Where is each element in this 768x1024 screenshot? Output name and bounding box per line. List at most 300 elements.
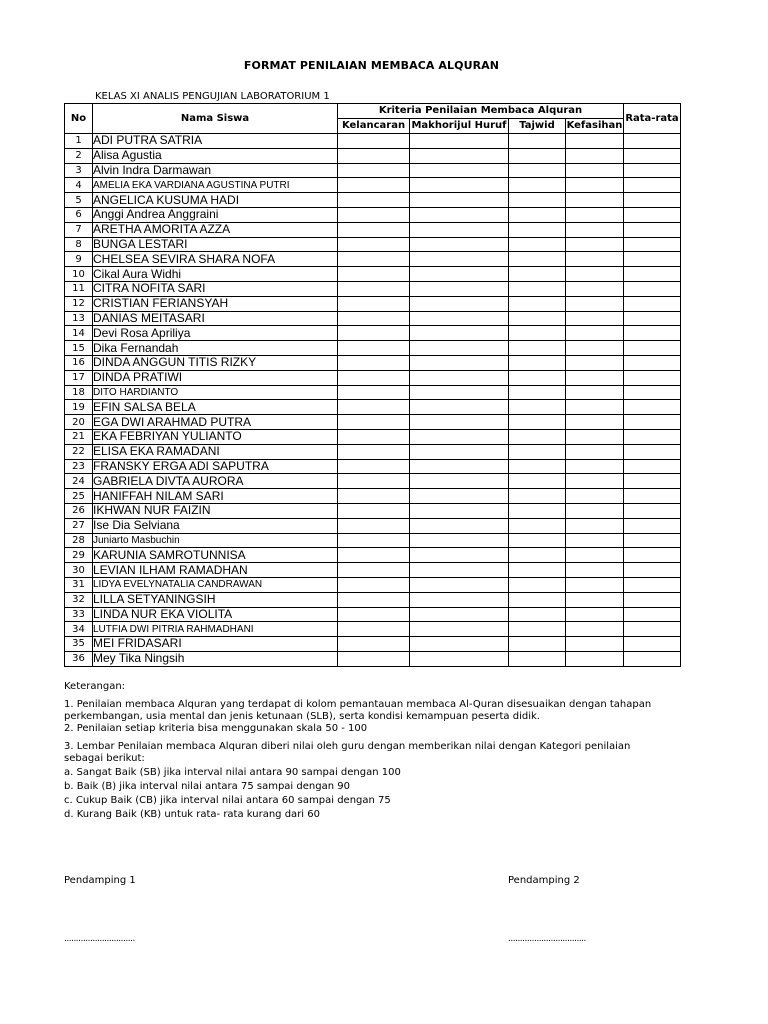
kefasihan-cell[interactable]	[566, 489, 624, 504]
kelancaran-cell[interactable]	[338, 400, 410, 415]
table-row	[65, 311, 681, 326]
kefasihan-cell[interactable]	[566, 429, 624, 444]
row-number: 8	[65, 237, 93, 252]
row-number: 32	[65, 592, 93, 607]
kelancaran-cell[interactable]	[338, 637, 410, 652]
student-name: LEVIAN ILHAM RAMADHAN	[93, 563, 338, 578]
notes-heading: Keterangan:	[64, 681, 126, 692]
makhorijul-huruf-cell[interactable]	[410, 281, 509, 296]
makhorijul-huruf-cell[interactable]	[410, 193, 509, 208]
rata-rata-cell[interactable]	[624, 355, 681, 370]
kefasihan-cell[interactable]	[566, 533, 624, 548]
kefasihan-cell[interactable]	[566, 518, 624, 533]
student-name: MEI FRIDASARI	[93, 637, 338, 652]
makhorijul-huruf-cell[interactable]	[410, 385, 509, 400]
rata-rata-cell[interactable]	[624, 267, 681, 282]
kelancaran-cell[interactable]	[338, 193, 410, 208]
makhorijul-huruf-cell[interactable]	[410, 577, 509, 592]
table-row	[65, 415, 681, 430]
tajwid-cell[interactable]	[509, 592, 566, 607]
student-name: ELISA EKA RAMADANI	[93, 444, 338, 459]
kefasihan-cell[interactable]	[566, 207, 624, 222]
makhorijul-huruf-cell[interactable]	[410, 474, 509, 489]
kefasihan-cell[interactable]	[566, 252, 624, 267]
student-name: LIDYA EVELYNATALIA CANDRAWAN	[93, 577, 338, 592]
kelancaran-cell[interactable]	[338, 489, 410, 504]
rata-rata-cell[interactable]	[624, 193, 681, 208]
header-tajwid: Tajwid	[509, 119, 566, 134]
rata-rata-cell[interactable]	[624, 207, 681, 222]
kefasihan-cell[interactable]	[566, 563, 624, 578]
row-number: 2	[65, 148, 93, 163]
rata-rata-cell[interactable]	[624, 400, 681, 415]
student-name: EFIN SALSA BELA	[93, 400, 338, 415]
makhorijul-huruf-cell[interactable]	[410, 267, 509, 282]
table-row	[65, 400, 681, 415]
tajwid-cell[interactable]	[509, 148, 566, 163]
makhorijul-huruf-cell[interactable]	[410, 207, 509, 222]
kefasihan-cell[interactable]	[566, 326, 624, 341]
makhorijul-huruf-cell[interactable]	[410, 518, 509, 533]
tajwid-cell[interactable]	[509, 637, 566, 652]
table-row	[65, 444, 681, 459]
kelancaran-cell[interactable]	[338, 622, 410, 637]
tajwid-cell[interactable]	[509, 281, 566, 296]
tajwid-cell[interactable]	[509, 237, 566, 252]
makhorijul-huruf-cell[interactable]	[410, 637, 509, 652]
kelancaran-cell[interactable]	[338, 163, 410, 178]
kelancaran-cell[interactable]	[338, 252, 410, 267]
tajwid-cell[interactable]	[509, 548, 566, 563]
kelancaran-cell[interactable]	[338, 563, 410, 578]
tajwid-cell[interactable]	[509, 267, 566, 282]
makhorijul-huruf-cell[interactable]	[410, 311, 509, 326]
note-category-a: a. Sangat Baik (SB) jika interval nilai antara 90 sampai dengan 100	[64, 767, 401, 778]
table-row	[65, 178, 681, 193]
table-row	[65, 326, 681, 341]
tajwid-cell[interactable]	[509, 193, 566, 208]
rata-rata-cell[interactable]	[624, 563, 681, 578]
tajwid-cell[interactable]	[509, 518, 566, 533]
tajwid-cell[interactable]	[509, 134, 566, 149]
rata-rata-cell[interactable]	[624, 474, 681, 489]
header-makhorijul-huruf: Makhorijul Huruf	[410, 119, 509, 134]
note-category-b: b. Baik (B) jika interval nilai antara 75 sampai dengan 90	[64, 781, 350, 792]
kefasihan-cell[interactable]	[566, 341, 624, 356]
row-number: 28	[65, 533, 93, 548]
makhorijul-huruf-cell[interactable]	[410, 489, 509, 504]
table-row	[65, 134, 681, 149]
student-name: Alvin Indra Darmawan	[93, 163, 338, 178]
row-number: 16	[65, 355, 93, 370]
student-name: LILLA SETYANINGSIH	[93, 592, 338, 607]
student-name: DANIAS MEITASARI	[93, 311, 338, 326]
makhorijul-huruf-cell[interactable]	[410, 415, 509, 430]
tajwid-cell[interactable]	[509, 326, 566, 341]
student-name: ADI PUTRA SATRIA	[93, 134, 338, 149]
row-number: 6	[65, 207, 93, 222]
table-row	[65, 503, 681, 518]
kelancaran-cell[interactable]	[338, 355, 410, 370]
table-row	[65, 207, 681, 222]
kefasihan-cell[interactable]	[566, 637, 624, 652]
rata-rata-cell[interactable]	[624, 622, 681, 637]
page-title: FORMAT PENILAIAN MEMBACA ALQURAN	[243, 59, 500, 72]
tajwid-cell[interactable]	[509, 415, 566, 430]
note-category-d: d. Kurang Baik (KB) untuk rata- rata kurang dari 60	[64, 809, 320, 820]
rata-rata-cell[interactable]	[624, 489, 681, 504]
makhorijul-huruf-cell[interactable]	[410, 134, 509, 149]
header-no: No	[65, 104, 93, 134]
row-number: 34	[65, 622, 93, 637]
table-row	[65, 548, 681, 563]
kelancaran-cell[interactable]	[338, 178, 410, 193]
kefasihan-cell[interactable]	[566, 400, 624, 415]
tajwid-cell[interactable]	[509, 400, 566, 415]
tajwid-cell[interactable]	[509, 474, 566, 489]
row-number: 23	[65, 459, 93, 474]
tajwid-cell[interactable]	[509, 563, 566, 578]
rata-rata-cell[interactable]	[624, 592, 681, 607]
row-number: 36	[65, 651, 93, 666]
kelancaran-cell[interactable]	[338, 503, 410, 518]
makhorijul-huruf-cell[interactable]	[410, 459, 509, 474]
header-rata-rata: Rata-rata	[624, 104, 681, 134]
student-name: HANIFFAH NILAM SARI	[93, 489, 338, 504]
row-number: 18	[65, 385, 93, 400]
kefasihan-cell[interactable]	[566, 370, 624, 385]
tajwid-cell[interactable]	[509, 178, 566, 193]
kefasihan-cell[interactable]	[566, 267, 624, 282]
rata-rata-cell[interactable]	[624, 370, 681, 385]
table-row	[65, 355, 681, 370]
note-1-line-1: 1. Penilaian membaca Alquran yang terdapat di kolom pemantauan membaca Al-Quran disesuaikan dengan tahapan	[64, 699, 652, 710]
row-number: 4	[65, 178, 93, 193]
kefasihan-cell[interactable]	[566, 163, 624, 178]
kefasihan-cell[interactable]	[566, 296, 624, 311]
table-row	[65, 370, 681, 385]
kelancaran-cell[interactable]	[338, 592, 410, 607]
header-nama-siswa: Nama Siswa	[93, 104, 338, 134]
rata-rata-cell[interactable]	[624, 607, 681, 622]
table-row	[65, 296, 681, 311]
kelancaran-cell[interactable]	[338, 296, 410, 311]
kefasihan-cell[interactable]	[566, 444, 624, 459]
student-name: AMELIA EKA VARDIANA AGUSTINA PUTRI	[93, 178, 338, 193]
table-row	[65, 563, 681, 578]
header-kefasihan: Kefasihan	[566, 119, 624, 134]
rata-rata-cell[interactable]	[624, 134, 681, 149]
student-name: GABRIELA DIVTA AURORA	[93, 474, 338, 489]
kelancaran-cell[interactable]	[338, 415, 410, 430]
rata-rata-cell[interactable]	[624, 533, 681, 548]
student-name: Devi Rosa Apriliya	[93, 326, 338, 341]
student-name: ANGELICA KUSUMA HADI	[93, 193, 338, 208]
table-row	[65, 518, 681, 533]
table-row	[65, 193, 681, 208]
row-number: 11	[65, 281, 93, 296]
kelancaran-cell[interactable]	[338, 533, 410, 548]
kefasihan-cell[interactable]	[566, 474, 624, 489]
kelancaran-cell[interactable]	[338, 607, 410, 622]
row-number: 1	[65, 134, 93, 149]
row-number: 24	[65, 474, 93, 489]
student-name: LUTFIA DWI PITRIA RAHMADHANI	[93, 622, 338, 637]
rata-rata-cell[interactable]	[624, 385, 681, 400]
student-name: CHELSEA SEVIRA SHARA NOFA	[93, 252, 338, 267]
row-number: 31	[65, 577, 93, 592]
makhorijul-huruf-cell[interactable]	[410, 355, 509, 370]
student-name: DINDA PRATIWI	[93, 370, 338, 385]
header-kelancaran: Kelancaran	[338, 119, 410, 134]
signature-line-2: .................................	[508, 934, 586, 944]
rata-rata-cell[interactable]	[624, 148, 681, 163]
table-row	[65, 607, 681, 622]
kelancaran-cell[interactable]	[338, 341, 410, 356]
kefasihan-cell[interactable]	[566, 237, 624, 252]
makhorijul-huruf-cell[interactable]	[410, 252, 509, 267]
rata-rata-cell[interactable]	[624, 503, 681, 518]
table-row	[65, 622, 681, 637]
table-row	[65, 459, 681, 474]
kefasihan-cell[interactable]	[566, 607, 624, 622]
row-number: 12	[65, 296, 93, 311]
tajwid-cell[interactable]	[509, 163, 566, 178]
kefasihan-cell[interactable]	[566, 311, 624, 326]
student-name: CITRA NOFITA SARI	[93, 281, 338, 296]
rata-rata-cell[interactable]	[624, 444, 681, 459]
makhorijul-huruf-cell[interactable]	[410, 237, 509, 252]
tajwid-cell[interactable]	[509, 370, 566, 385]
kefasihan-cell[interactable]	[566, 148, 624, 163]
table-row	[65, 267, 681, 282]
kelancaran-cell[interactable]	[338, 148, 410, 163]
tajwid-cell[interactable]	[509, 429, 566, 444]
rata-rata-cell[interactable]	[624, 651, 681, 666]
kefasihan-cell[interactable]	[566, 503, 624, 518]
tajwid-cell[interactable]	[509, 651, 566, 666]
kefasihan-cell[interactable]	[566, 548, 624, 563]
row-number: 7	[65, 222, 93, 237]
table-row	[65, 148, 681, 163]
kelancaran-cell[interactable]	[338, 311, 410, 326]
student-name: BUNGA LESTARI	[93, 237, 338, 252]
row-number: 33	[65, 607, 93, 622]
makhorijul-huruf-cell[interactable]	[410, 148, 509, 163]
kefasihan-cell[interactable]	[566, 222, 624, 237]
kelancaran-cell[interactable]	[338, 429, 410, 444]
kefasihan-cell[interactable]	[566, 134, 624, 149]
row-number: 21	[65, 429, 93, 444]
makhorijul-huruf-cell[interactable]	[410, 163, 509, 178]
makhorijul-huruf-cell[interactable]	[410, 607, 509, 622]
tajwid-cell[interactable]	[509, 489, 566, 504]
makhorijul-huruf-cell[interactable]	[410, 592, 509, 607]
kelancaran-cell[interactable]	[338, 207, 410, 222]
kelancaran-cell[interactable]	[338, 370, 410, 385]
table-row	[65, 474, 681, 489]
tajwid-cell[interactable]	[509, 622, 566, 637]
makhorijul-huruf-cell[interactable]	[410, 326, 509, 341]
rata-rata-cell[interactable]	[624, 415, 681, 430]
table-row	[65, 281, 681, 296]
tajwid-cell[interactable]	[509, 444, 566, 459]
student-name: EGA DWI ARAHMAD PUTRA	[93, 415, 338, 430]
student-name: Alisa Agustia	[93, 148, 338, 163]
tajwid-cell[interactable]	[509, 311, 566, 326]
kefasihan-cell[interactable]	[566, 415, 624, 430]
kelancaran-cell[interactable]	[338, 444, 410, 459]
kelancaran-cell[interactable]	[338, 548, 410, 563]
table-row	[65, 533, 681, 548]
kelancaran-cell[interactable]	[338, 518, 410, 533]
student-name: Ise Dia Selviana	[93, 518, 338, 533]
kelancaran-cell[interactable]	[338, 474, 410, 489]
makhorijul-huruf-cell[interactable]	[410, 178, 509, 193]
row-number: 14	[65, 326, 93, 341]
student-name: IKHWAN NUR FAIZIN	[93, 503, 338, 518]
makhorijul-huruf-cell[interactable]	[410, 651, 509, 666]
kelancaran-cell[interactable]	[338, 281, 410, 296]
rata-rata-cell[interactable]	[624, 459, 681, 474]
rata-rata-cell[interactable]	[624, 429, 681, 444]
kelancaran-cell[interactable]	[338, 237, 410, 252]
makhorijul-huruf-cell[interactable]	[410, 429, 509, 444]
rata-rata-cell[interactable]	[624, 178, 681, 193]
row-number: 10	[65, 267, 93, 282]
student-name: FRANSKY ERGA ADI SAPUTRA	[93, 459, 338, 474]
kelancaran-cell[interactable]	[338, 459, 410, 474]
rata-rata-cell[interactable]	[624, 637, 681, 652]
makhorijul-huruf-cell[interactable]	[410, 400, 509, 415]
kelancaran-cell[interactable]	[338, 326, 410, 341]
tajwid-cell[interactable]	[509, 207, 566, 222]
kefasihan-cell[interactable]	[566, 622, 624, 637]
makhorijul-huruf-cell[interactable]	[410, 503, 509, 518]
note-2: 2. Penilaian setiap kriteria bisa menggunakan skala 50 - 100	[64, 723, 368, 734]
rata-rata-cell[interactable]	[624, 577, 681, 592]
grading-table	[64, 103, 681, 667]
rata-rata-cell[interactable]	[624, 252, 681, 267]
student-name: Mey Tika Ningsih	[93, 651, 338, 666]
note-3-line-1: 3. Lembar Penilaian membaca Alquran diberi nilai oleh guru dengan memberikan nilai dengan Kategori penilaian	[64, 741, 631, 752]
kefasihan-cell[interactable]	[566, 281, 624, 296]
kelancaran-cell[interactable]	[338, 267, 410, 282]
header-kriteria: Kriteria Penilaian Membaca Alquran	[338, 104, 624, 119]
table-row	[65, 222, 681, 237]
student-name: KARUNIA SAMROTUNNISA	[93, 548, 338, 563]
rata-rata-cell[interactable]	[624, 222, 681, 237]
table-row	[65, 429, 681, 444]
kefasihan-cell[interactable]	[566, 651, 624, 666]
tajwid-cell[interactable]	[509, 252, 566, 267]
makhorijul-huruf-cell[interactable]	[410, 622, 509, 637]
kefasihan-cell[interactable]	[566, 577, 624, 592]
row-number: 22	[65, 444, 93, 459]
tajwid-cell[interactable]	[509, 341, 566, 356]
makhorijul-huruf-cell[interactable]	[410, 563, 509, 578]
makhorijul-huruf-cell[interactable]	[410, 222, 509, 237]
row-number: 13	[65, 311, 93, 326]
kelancaran-cell[interactable]	[338, 134, 410, 149]
kelancaran-cell[interactable]	[338, 577, 410, 592]
tajwid-cell[interactable]	[509, 222, 566, 237]
tajwid-cell[interactable]	[509, 533, 566, 548]
note-3-line-2: sebagai berikut:	[64, 753, 145, 764]
signature-label-1: Pendamping 1	[64, 875, 136, 886]
student-name: EKA FEBRIYAN YULIANTO	[93, 429, 338, 444]
signature-label-2: Pendamping 2	[508, 875, 580, 886]
rata-rata-cell[interactable]	[624, 163, 681, 178]
table-row	[65, 341, 681, 356]
tajwid-cell[interactable]	[509, 459, 566, 474]
row-number: 15	[65, 341, 93, 356]
rata-rata-cell[interactable]	[624, 341, 681, 356]
row-number: 26	[65, 503, 93, 518]
tajwid-cell[interactable]	[509, 385, 566, 400]
rata-rata-cell[interactable]	[624, 237, 681, 252]
kelancaran-cell[interactable]	[338, 385, 410, 400]
makhorijul-huruf-cell[interactable]	[410, 533, 509, 548]
table-row	[65, 385, 681, 400]
student-name: LINDA NUR EKA VIOLITA	[93, 607, 338, 622]
kefasihan-cell[interactable]	[566, 459, 624, 474]
row-number: 9	[65, 252, 93, 267]
rata-rata-cell[interactable]	[624, 311, 681, 326]
makhorijul-huruf-cell[interactable]	[410, 548, 509, 563]
kelancaran-cell[interactable]	[338, 651, 410, 666]
kefasihan-cell[interactable]	[566, 193, 624, 208]
kefasihan-cell[interactable]	[566, 178, 624, 193]
student-name: Juniarto Masbuchin	[93, 533, 338, 548]
kefasihan-cell[interactable]	[566, 355, 624, 370]
table-row	[65, 592, 681, 607]
student-name: CRISTIAN FERIANSYAH	[93, 296, 338, 311]
tajwid-cell[interactable]	[509, 296, 566, 311]
table-row	[65, 237, 681, 252]
student-name: Cikal Aura Widhi	[93, 267, 338, 282]
student-name: Anggi Andrea Anggraini	[93, 207, 338, 222]
student-name: ARETHA AMORITA AZZA	[93, 222, 338, 237]
row-number: 30	[65, 563, 93, 578]
table-row	[65, 651, 681, 666]
tajwid-cell[interactable]	[509, 577, 566, 592]
rata-rata-cell[interactable]	[624, 326, 681, 341]
table-row	[65, 577, 681, 592]
row-number: 35	[65, 637, 93, 652]
makhorijul-huruf-cell[interactable]	[410, 296, 509, 311]
rata-rata-cell[interactable]	[624, 518, 681, 533]
student-rows	[65, 134, 681, 667]
makhorijul-huruf-cell[interactable]	[410, 444, 509, 459]
kefasihan-cell[interactable]	[566, 592, 624, 607]
tajwid-cell[interactable]	[509, 503, 566, 518]
makhorijul-huruf-cell[interactable]	[410, 370, 509, 385]
row-number: 27	[65, 518, 93, 533]
rata-rata-cell[interactable]	[624, 548, 681, 563]
note-category-c: c. Cukup Baik (CB) jika interval nilai antara 60 sampai dengan 75	[64, 795, 391, 806]
notes-section	[64, 681, 680, 821]
makhorijul-huruf-cell[interactable]	[410, 341, 509, 356]
row-number: 29	[65, 548, 93, 563]
tajwid-cell[interactable]	[509, 607, 566, 622]
kefasihan-cell[interactable]	[566, 385, 624, 400]
kelancaran-cell[interactable]	[338, 222, 410, 237]
rata-rata-cell[interactable]	[624, 296, 681, 311]
table-row	[65, 252, 681, 267]
tajwid-cell[interactable]	[509, 355, 566, 370]
rata-rata-cell[interactable]	[624, 281, 681, 296]
